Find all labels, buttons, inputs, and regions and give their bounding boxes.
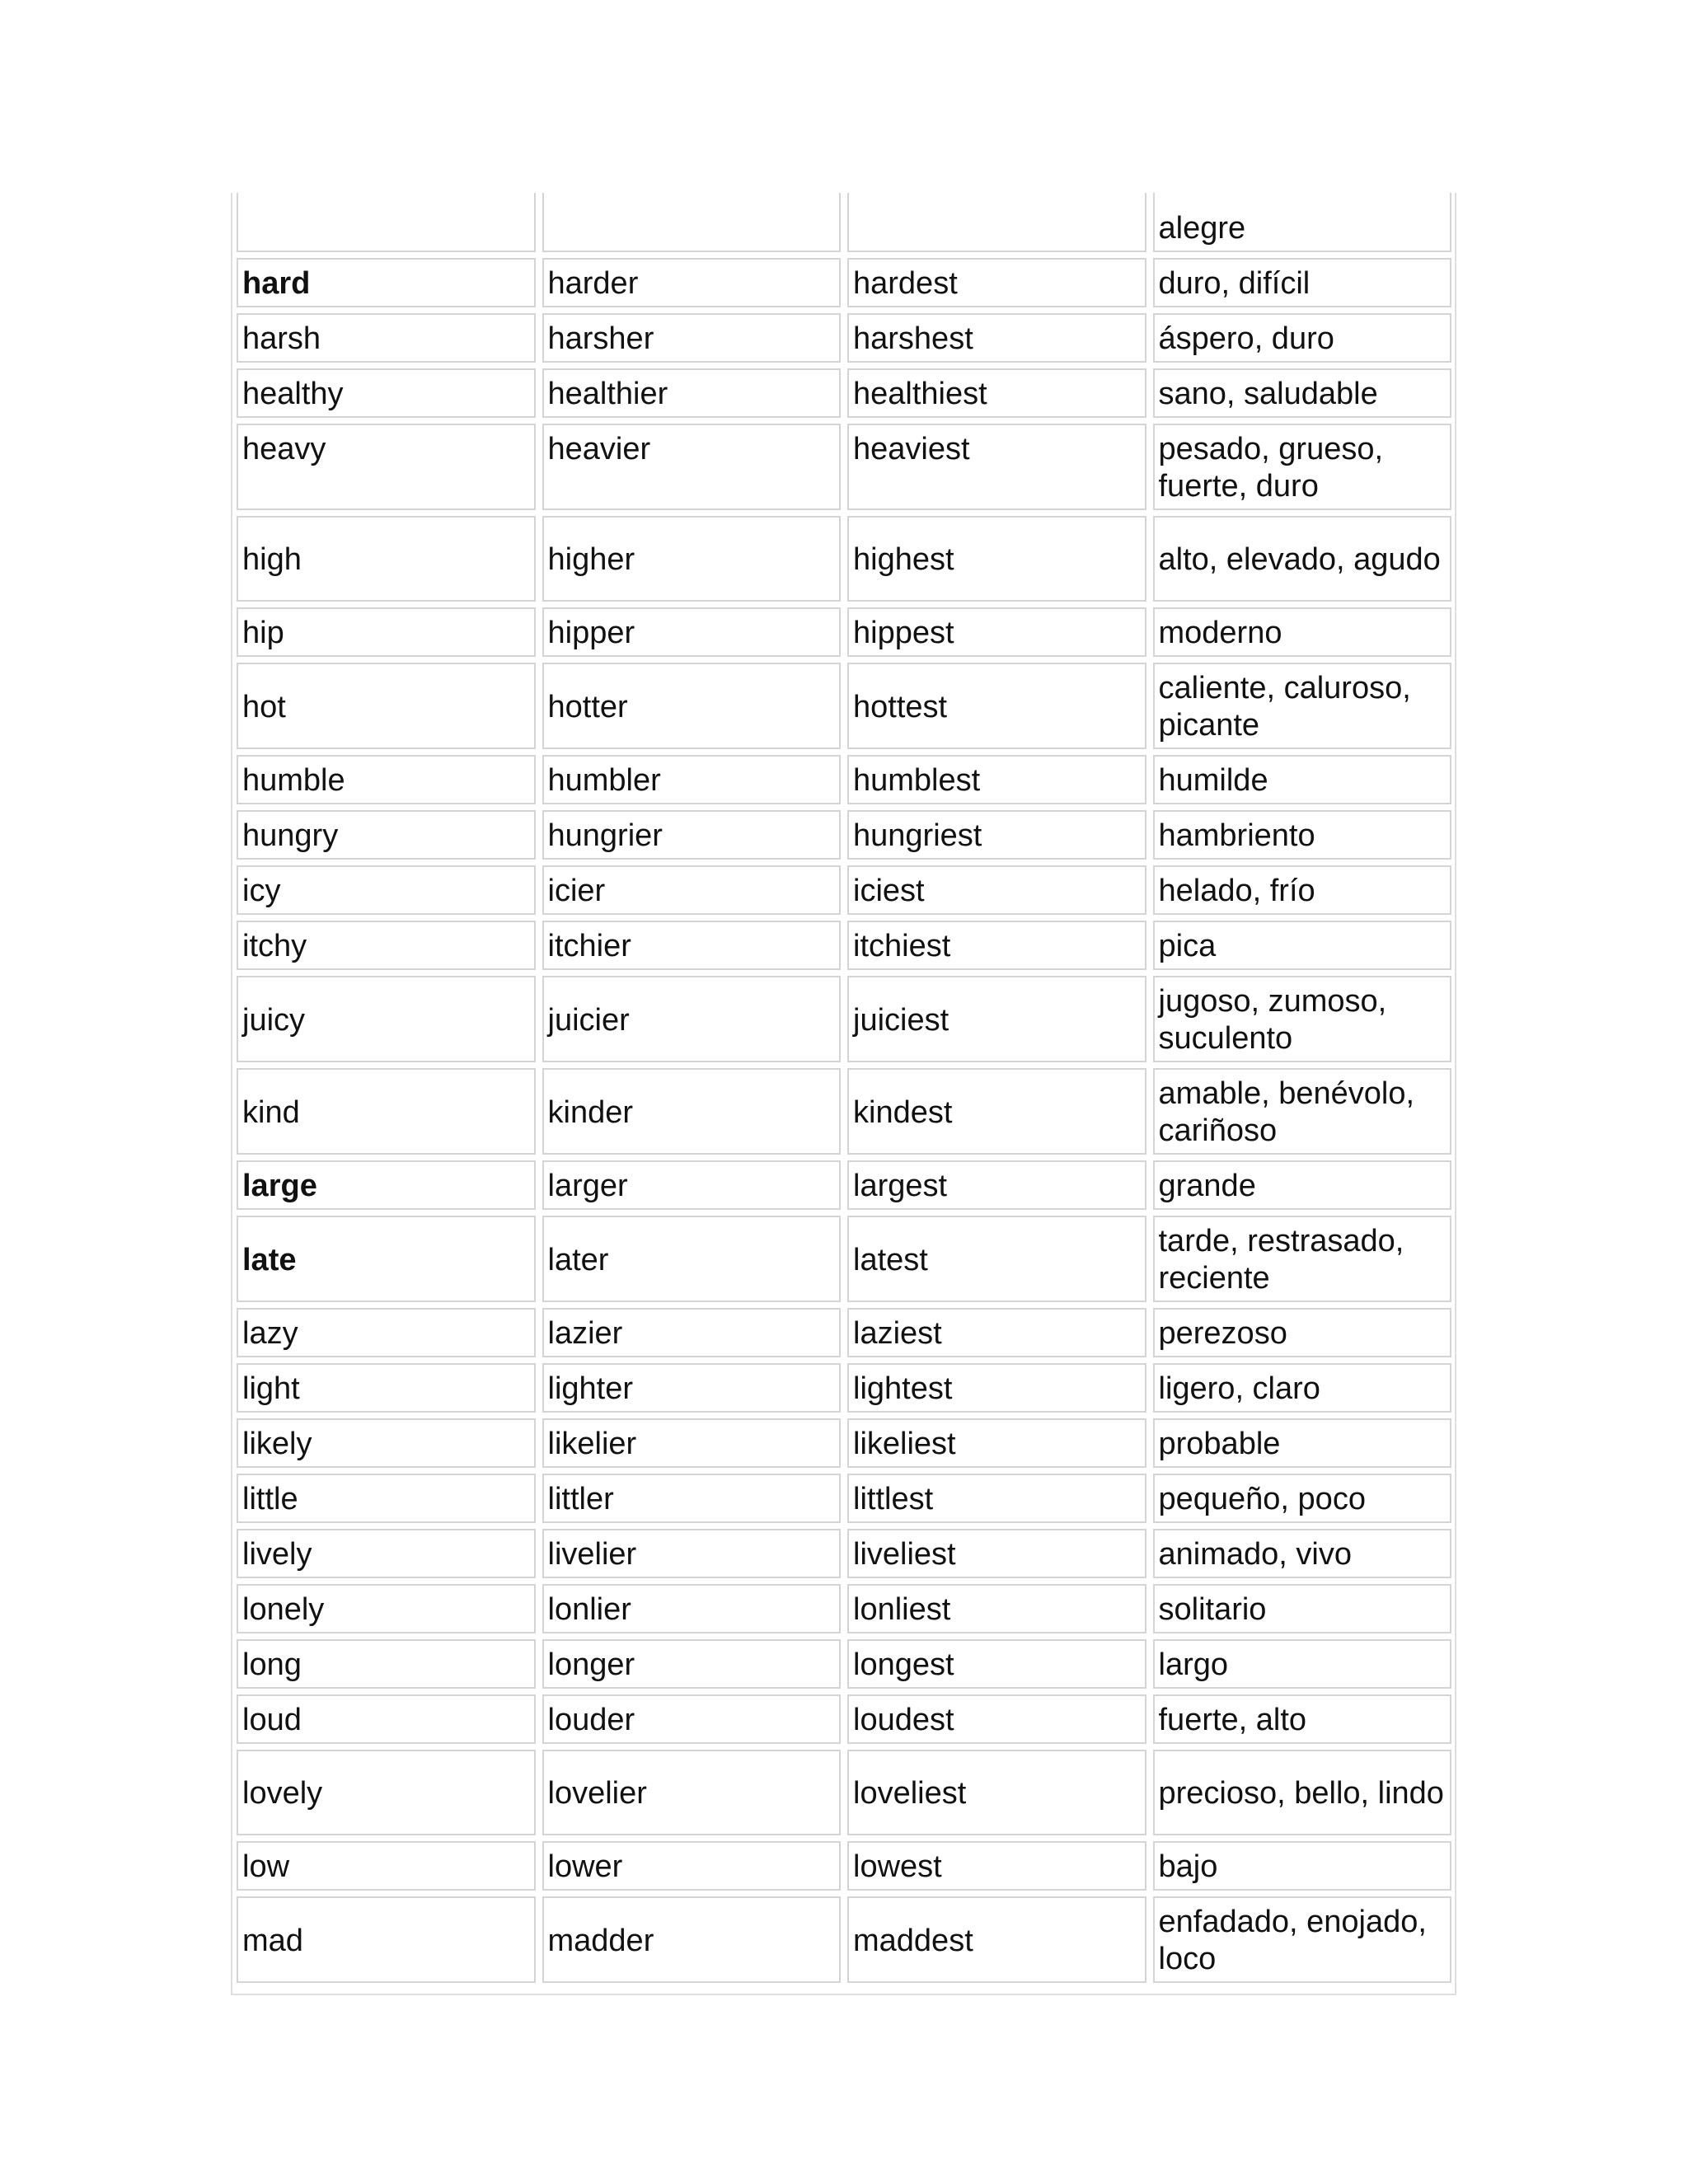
translation-cell: caliente, caluroso, picante <box>1153 663 1452 749</box>
superlative-cell: largest <box>847 1160 1146 1210</box>
comparative-cell: likelier <box>542 1418 842 1468</box>
superlative-cell: lowest <box>847 1841 1146 1891</box>
superlative-cell: littlest <box>847 1474 1146 1523</box>
translation-cell: enfadado, enojado, loco <box>1153 1896 1452 1983</box>
translation-cell: grande <box>1153 1160 1452 1210</box>
translation-cell: probable <box>1153 1418 1452 1468</box>
superlative-cell: hardest <box>847 258 1146 307</box>
comparative-cell: lovelier <box>542 1750 842 1835</box>
comparative-cell: hipper <box>542 607 842 657</box>
translation-cell: alto, elevado, agudo <box>1153 516 1452 602</box>
comparative-cell: longer <box>542 1639 842 1689</box>
comparative-cell: healthier <box>542 368 842 418</box>
table-row <box>237 1068 1451 1155</box>
base-form-cell: high <box>237 516 536 602</box>
base-form-cell: hungry <box>237 810 536 860</box>
translation-cell: humilde <box>1153 755 1452 804</box>
translation-cell: fuerte, alto <box>1153 1694 1452 1744</box>
comparative-cell: littler <box>542 1474 842 1523</box>
superlative-cell: highest <box>847 516 1146 602</box>
base-form-cell: juicy <box>237 976 536 1062</box>
base-form-cell: likely <box>237 1418 536 1468</box>
base-form-cell: healthy <box>237 368 536 418</box>
superlative-cell: hottest <box>847 663 1146 749</box>
base-form-cell: long <box>237 1639 536 1689</box>
base-form-cell: lazy <box>237 1308 536 1357</box>
table-row <box>237 921 1451 970</box>
comparative-cell: higher <box>542 516 842 602</box>
base-form-cell: lonely <box>237 1584 536 1633</box>
table-row <box>237 1584 1451 1633</box>
table-row <box>237 368 1451 418</box>
comparative-cell: later <box>542 1216 842 1302</box>
superlative-cell: latest <box>847 1216 1146 1302</box>
table-row <box>237 1418 1451 1468</box>
translation-cell: pica <box>1153 921 1452 970</box>
comparative-cell: livelier <box>542 1529 842 1578</box>
table-row <box>237 976 1451 1062</box>
table-row <box>237 1529 1451 1578</box>
comparative-cell: hotter <box>542 663 842 749</box>
comparative-cell: harsher <box>542 313 842 363</box>
table-row <box>237 1363 1451 1413</box>
superlative-cell: iciest <box>847 865 1146 915</box>
table-row <box>237 865 1451 915</box>
table-row <box>237 1841 1451 1891</box>
table-row <box>237 516 1451 602</box>
base-form-cell: hard <box>237 258 536 307</box>
table-row <box>237 424 1451 510</box>
superlative-cell: heaviest <box>847 424 1146 510</box>
base-form-cell: kind <box>237 1068 536 1155</box>
superlative-cell: maddest <box>847 1896 1146 1983</box>
table-row <box>237 1160 1451 1210</box>
translation-cell: bajo <box>1153 1841 1452 1891</box>
translation-cell: áspero, duro <box>1153 313 1452 363</box>
base-form-cell: icy <box>237 865 536 915</box>
comparative-cell <box>542 193 842 252</box>
superlative-cell: humblest <box>847 755 1146 804</box>
table-row <box>237 1639 1451 1689</box>
translation-cell: helado, frío <box>1153 865 1452 915</box>
table-row <box>237 258 1451 307</box>
translation-cell: jugoso, zumoso, suculento <box>1153 976 1452 1062</box>
translation-cell: solitario <box>1153 1584 1452 1633</box>
table-body <box>237 193 1451 1983</box>
base-form-cell: harsh <box>237 313 536 363</box>
translation-cell: pequeño, poco <box>1153 1474 1452 1523</box>
base-form-cell: itchy <box>237 921 536 970</box>
table-row <box>237 1896 1451 1983</box>
superlative-cell: lightest <box>847 1363 1146 1413</box>
table-row <box>237 607 1451 657</box>
table-row <box>237 663 1451 749</box>
base-form-cell: loud <box>237 1694 536 1744</box>
base-form-cell: large <box>237 1160 536 1210</box>
table-row <box>237 193 1451 252</box>
table-row <box>237 1216 1451 1302</box>
base-form-cell: little <box>237 1474 536 1523</box>
comparative-cell: lighter <box>542 1363 842 1413</box>
superlative-cell: loudest <box>847 1694 1146 1744</box>
superlative-cell: lonliest <box>847 1584 1146 1633</box>
translation-cell: ligero, claro <box>1153 1363 1452 1413</box>
comparative-cell: heavier <box>542 424 842 510</box>
comparative-cell: humbler <box>542 755 842 804</box>
translation-cell: largo <box>1153 1639 1452 1689</box>
base-form-cell: light <box>237 1363 536 1413</box>
comparative-cell: lower <box>542 1841 842 1891</box>
base-form-cell: heavy <box>237 424 536 510</box>
base-form-cell: hip <box>237 607 536 657</box>
superlative-cell: laziest <box>847 1308 1146 1357</box>
adjective-comparison-table <box>230 187 1458 1989</box>
superlative-cell: longest <box>847 1639 1146 1689</box>
table-row <box>237 810 1451 860</box>
base-form-cell: low <box>237 1841 536 1891</box>
translation-cell: sano, saludable <box>1153 368 1452 418</box>
base-form-cell: lively <box>237 1529 536 1578</box>
superlative-cell: harshest <box>847 313 1146 363</box>
translation-cell: animado, vivo <box>1153 1529 1452 1578</box>
superlative-cell: hippest <box>847 607 1146 657</box>
comparative-cell: icier <box>542 865 842 915</box>
table-row <box>237 755 1451 804</box>
base-form-cell: lovely <box>237 1750 536 1835</box>
comparative-cell: louder <box>542 1694 842 1744</box>
table-row <box>237 1474 1451 1523</box>
superlative-cell: healthiest <box>847 368 1146 418</box>
base-form-cell: humble <box>237 755 536 804</box>
comparative-cell: juicier <box>542 976 842 1062</box>
translation-cell: hambriento <box>1153 810 1452 860</box>
comparative-cell: hungrier <box>542 810 842 860</box>
superlative-cell: itchiest <box>847 921 1146 970</box>
translation-cell: tarde, restrasado, reciente <box>1153 1216 1452 1302</box>
superlative-cell <box>847 193 1146 252</box>
comparative-cell: madder <box>542 1896 842 1983</box>
base-form-cell: hot <box>237 663 536 749</box>
translation-cell: pesado, grueso, fuerte, duro <box>1153 424 1452 510</box>
comparative-cell: lazier <box>542 1308 842 1357</box>
comparative-cell: kinder <box>542 1068 842 1155</box>
comparative-cell: larger <box>542 1160 842 1210</box>
comparative-cell: harder <box>542 258 842 307</box>
superlative-cell: juiciest <box>847 976 1146 1062</box>
base-form-cell <box>237 193 536 252</box>
table-row <box>237 1694 1451 1744</box>
superlative-cell: loveliest <box>847 1750 1146 1835</box>
translation-cell: alegre <box>1153 193 1452 252</box>
adjective-table-container <box>231 193 1456 1995</box>
table-row <box>237 1308 1451 1357</box>
comparative-cell: lonlier <box>542 1584 842 1633</box>
comparative-cell: itchier <box>542 921 842 970</box>
translation-cell: duro, difícil <box>1153 258 1452 307</box>
superlative-cell: hungriest <box>847 810 1146 860</box>
superlative-cell: likeliest <box>847 1418 1146 1468</box>
translation-cell: amable, benévolo, cariñoso <box>1153 1068 1452 1155</box>
base-form-cell: late <box>237 1216 536 1302</box>
superlative-cell: liveliest <box>847 1529 1146 1578</box>
superlative-cell: kindest <box>847 1068 1146 1155</box>
base-form-cell: mad <box>237 1896 536 1983</box>
translation-cell: moderno <box>1153 607 1452 657</box>
translation-cell: precioso, bello, lindo <box>1153 1750 1452 1835</box>
table-row <box>237 1750 1451 1835</box>
table-row <box>237 313 1451 363</box>
translation-cell: perezoso <box>1153 1308 1452 1357</box>
